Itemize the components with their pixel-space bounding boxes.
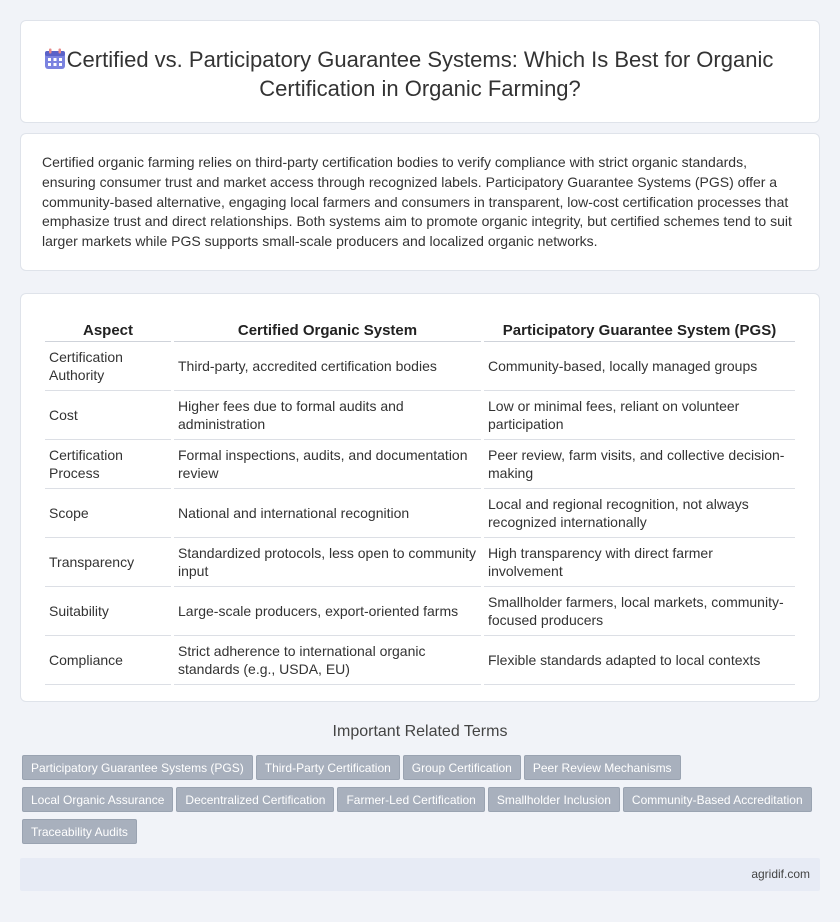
summary-text: Certified organic farming relies on third-party certification bodies to verify compliance with strict organic standards, ensuring consumer trust and market access through recognized labels. Participatory Guarantee Systems (PGS) offer a community-based alternative, engaging local farmers and consumers in transparent, low-cost certification processes that emphasize trust and direct relationships. Both systems aim to promote organic integrity, but certified schemes tend to suit larger markets while PGS supports small-scale producers and localized organic networks. — [42, 154, 792, 250]
related-terms-list — [22, 755, 822, 851]
related-term-tag[interactable]: Participatory Guarantee Systems (PGS) — [22, 755, 253, 780]
cell-aspect: Transparency — [45, 538, 171, 587]
cell-pgs: High transparency with direct farmer involvement — [484, 538, 795, 587]
cell-aspect: Suitability — [45, 587, 171, 636]
table-row — [45, 440, 795, 489]
related-term-tag[interactable]: Community-Based Accreditation — [623, 787, 812, 812]
related-term-tag[interactable]: Local Organic Assurance — [22, 787, 173, 812]
cell-certified: Strict adherence to international organic standards (e.g., USDA, EU) — [174, 636, 481, 685]
table-header-row — [45, 315, 795, 342]
cell-certified: Formal inspections, audits, and documentation review — [174, 440, 481, 489]
cell-pgs: Flexible standards adapted to local contexts — [484, 636, 795, 685]
cell-certified: National and international recognition — [174, 489, 481, 538]
header-certified: Certified Organic System — [174, 315, 481, 342]
cell-certified: Third-party, accredited certification bodies — [174, 342, 481, 391]
table-row — [45, 636, 795, 685]
cell-aspect: Certification Process — [45, 440, 171, 489]
cell-pgs: Community-based, locally managed groups — [484, 342, 795, 391]
header-card — [20, 20, 820, 123]
table-row — [45, 391, 795, 440]
related-term-tag[interactable]: Decentralized Certification — [176, 787, 334, 812]
related-terms-heading: Important Related Terms — [332, 723, 508, 740]
cell-aspect: Scope — [45, 489, 171, 538]
related-term-tag[interactable]: Peer Review Mechanisms — [524, 755, 681, 780]
comparison-card — [20, 293, 820, 702]
cell-pgs: Low or minimal fees, reliant on volunteer participation — [484, 391, 795, 440]
footer-site[interactable]: agridif.com — [751, 867, 810, 881]
cell-certified: Standardized protocols, less open to community input — [174, 538, 481, 587]
table-row — [45, 538, 795, 587]
related-term-tag[interactable]: Smallholder Inclusion — [488, 787, 620, 812]
related-term-tag[interactable]: Third-Party Certification — [256, 755, 400, 780]
comparison-table — [42, 315, 798, 685]
cell-aspect: Certification Authority — [45, 342, 171, 391]
related-term-tag[interactable]: Group Certification — [403, 755, 521, 780]
table-row — [45, 342, 795, 391]
cell-certified: Higher fees due to formal audits and administration — [174, 391, 481, 440]
cell-pgs: Smallholder farmers, local markets, community-focused producers — [484, 587, 795, 636]
related-term-tag[interactable]: Farmer-Led Certification — [337, 787, 484, 812]
cell-aspect: Compliance — [45, 636, 171, 685]
header-pgs: Participatory Guarantee System (PGS) — [484, 315, 795, 342]
cell-aspect: Cost — [45, 391, 171, 440]
page-title: Certified vs. Participatory Guarantee Systems: Which Is Best for Organic Certification in Organic Farming? — [66, 47, 774, 101]
header-aspect: Aspect — [45, 315, 171, 342]
footer — [20, 858, 820, 891]
summary-card — [20, 133, 820, 271]
related-term-tag[interactable]: Traceability Audits — [22, 819, 137, 844]
cell-pgs: Peer review, farm visits, and collective decision-making — [484, 440, 795, 489]
cell-pgs: Local and regional recognition, not always recognized internationally — [484, 489, 795, 538]
cell-certified: Large-scale producers, export-oriented farms — [174, 587, 481, 636]
table-row — [45, 489, 795, 538]
table-row — [45, 587, 795, 636]
